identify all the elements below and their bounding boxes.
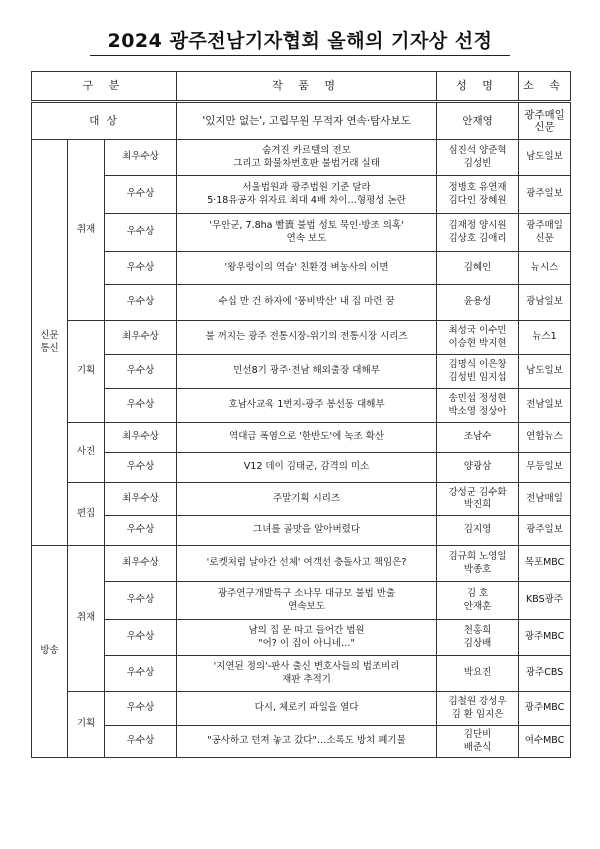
award-cell: 우수상: [105, 516, 177, 546]
work-line: 광주연구개발특구 소나무 대규모 불법 반출: [217, 588, 396, 599]
org-line: 연합뉴스: [526, 431, 563, 443]
org-line: 전남일보: [526, 399, 563, 411]
org-cell: [519, 516, 571, 546]
award-cell: 우수상: [105, 582, 177, 620]
award-cell: 최우수상: [105, 140, 177, 176]
org-cell: [519, 285, 571, 321]
name-line: 김명식 이은창: [448, 359, 507, 370]
work-line: 그녀를 골맛을 알아버렸다: [253, 524, 361, 536]
grand-prize-org: [519, 102, 571, 140]
work-line: 수십 만 건 하자에 '풍비박산' 내 집 마련 꿈: [218, 296, 395, 308]
work-line: 연속보도: [288, 600, 325, 612]
org-line: 광주일보: [526, 524, 563, 536]
table-row: [32, 726, 571, 758]
name-line: 박진희: [463, 499, 492, 510]
group-label: 기획: [68, 692, 105, 758]
name-cell: [437, 285, 519, 321]
work-cell: [177, 692, 437, 726]
org-line: 광주MBC: [524, 702, 565, 714]
name-line: 정병호 유연재: [448, 182, 507, 193]
org-cell: [519, 453, 571, 483]
award-cell: 우수상: [105, 620, 177, 656]
org-cell: [519, 252, 571, 285]
section-label: [32, 546, 68, 758]
grand-prize-name: 안재영: [437, 102, 519, 140]
name-line: 김다인 장혜원: [448, 194, 507, 206]
work-line: "어? 이 집이 아니네…": [258, 637, 355, 649]
name-cell: [437, 214, 519, 252]
work-line: '왕우렁이의 역습' 친환경 벼농사의 이면: [224, 261, 389, 273]
award-cell: 우수상: [105, 389, 177, 423]
name-line: 이승현 박지현: [448, 337, 507, 349]
name-cell: [437, 423, 519, 453]
name-line: 김상호 김애리: [448, 232, 507, 244]
name-line: 박소영 정상아: [448, 405, 507, 417]
group-label: 사진: [68, 423, 105, 483]
work-line: 역대급 폭염으로 '한반도'에 녹조 확산: [229, 431, 385, 443]
name-cell: [437, 726, 519, 758]
org-line: KBS광주: [526, 594, 564, 606]
name-line: 송민섭 정성현: [448, 393, 507, 404]
table-row: [32, 483, 571, 516]
name-line: 박요진: [463, 667, 492, 679]
work-line: '지연된 정의'-판사 출신 변호사들의 법조비리: [213, 661, 400, 672]
work-line: 연속 보도: [286, 232, 327, 244]
header-name: 성 명: [437, 72, 519, 102]
name-line: 김성빈 임지섭: [448, 371, 507, 383]
work-cell: [177, 140, 437, 176]
name-cell: [437, 389, 519, 423]
award-cell: 최우수상: [105, 483, 177, 516]
grand-prize-row: [32, 102, 571, 140]
work-cell: [177, 516, 437, 546]
name-cell: [437, 582, 519, 620]
work-cell: [177, 453, 437, 483]
table-row: [32, 252, 571, 285]
name-cell: [437, 252, 519, 285]
name-line: 김규희 노영일: [448, 551, 507, 562]
work-cell: [177, 252, 437, 285]
org-line: 남도일보: [526, 151, 563, 163]
name-cell: [437, 692, 519, 726]
table-row: [32, 453, 571, 483]
work-line: 주말기획 시리즈: [272, 492, 341, 504]
award-cell: 우수상: [105, 656, 177, 692]
name-cell: [437, 620, 519, 656]
award-cell: 우수상: [105, 355, 177, 389]
name-cell: [437, 546, 519, 582]
table-row: [32, 214, 571, 252]
table-row: [32, 620, 571, 656]
table-row: [32, 355, 571, 389]
org-line: 광주MBC: [524, 631, 565, 643]
work-cell: [177, 355, 437, 389]
work-cell: [177, 620, 437, 656]
name-line: 김 환 임지은: [451, 708, 504, 720]
org-cell: [519, 321, 571, 355]
work-line: '로켓처럼 날아간 선체' 여객선 충돌사고 책임은?: [206, 557, 407, 569]
work-line: 5·18유공자 위자료 최대 4배 차이…형평성 논란: [207, 194, 406, 206]
work-cell: [177, 176, 437, 214]
grand-prize-org-line: 신문: [534, 121, 555, 133]
section-label-line: 방송: [40, 645, 59, 657]
work-line: 그리고 화물차번호판 불법거래 실태: [233, 157, 380, 169]
group-label: 취재: [68, 546, 105, 692]
table-row: [32, 176, 571, 214]
award-cell: 우수상: [105, 726, 177, 758]
table-row: [32, 389, 571, 423]
work-cell: [177, 546, 437, 582]
org-line: 뉴시스: [530, 261, 559, 273]
group-label: 취재: [68, 140, 105, 321]
group-label: 편집: [68, 483, 105, 546]
award-cell: 우수상: [105, 692, 177, 726]
org-cell: [519, 620, 571, 656]
org-line: 무등일보: [526, 461, 563, 473]
name-line: 윤용성: [463, 296, 492, 308]
org-cell: [519, 355, 571, 389]
org-cell: [519, 582, 571, 620]
org-cell: [519, 546, 571, 582]
award-cell: 우수상: [105, 214, 177, 252]
header-work: 작 품 명: [177, 72, 437, 102]
section-label-line: 통신: [40, 342, 59, 354]
name-line: 천홍희: [463, 625, 492, 636]
name-line: 최성국 이수민: [448, 325, 507, 336]
name-line: 김혜인: [463, 261, 492, 273]
name-cell: [437, 355, 519, 389]
award-cell: 우수상: [105, 252, 177, 285]
org-cell: [519, 140, 571, 176]
org-cell: [519, 176, 571, 214]
award-cell: 우수상: [105, 453, 177, 483]
group-label: 기획: [68, 321, 105, 423]
org-line: 광주매일: [526, 220, 563, 231]
name-line: 김철원 강성우: [448, 696, 507, 707]
work-line: 호남사교육 1번지-광주 봉선동 대해부: [228, 399, 385, 411]
work-line: 다시, 체로키 파일을 열다: [254, 702, 359, 714]
table-row: [32, 692, 571, 726]
work-line: 재판 추적기: [282, 673, 331, 685]
name-cell: [437, 483, 519, 516]
name-line: 양광삼: [463, 461, 492, 473]
org-line: 신문: [535, 232, 554, 244]
name-line: 김지영: [463, 524, 492, 536]
work-line: V12 데이 김태군, 감격의 미소: [243, 461, 370, 473]
name-line: 김재정 양시원: [448, 220, 507, 231]
name-cell: [437, 516, 519, 546]
award-cell: 최우수상: [105, 423, 177, 453]
org-line: 광주일보: [526, 188, 563, 200]
org-line: 전남매일: [526, 492, 563, 504]
name-cell: [437, 453, 519, 483]
work-cell: [177, 726, 437, 758]
work-line: 민선8기 광주·전남 해외출장 대해부: [233, 365, 380, 377]
work-cell: [177, 389, 437, 423]
org-cell: [519, 214, 571, 252]
work-cell: [177, 483, 437, 516]
work-cell: [177, 214, 437, 252]
name-line: 김단비: [463, 729, 492, 740]
work-line: '무안군, 7.8ha 빨簀 불법 성토 묵인·방조 의혹': [209, 220, 404, 231]
org-cell: [519, 726, 571, 758]
work-cell: [177, 656, 437, 692]
document-title: 2024 광주전남기자협회 올해의 기자상 선정: [107, 30, 493, 52]
work-cell: [177, 285, 437, 321]
section-label-line: 신문: [40, 330, 59, 341]
grand-prize-label: 대 상: [32, 102, 177, 140]
awards-table: [31, 71, 571, 758]
work-line: "공사하고 던져 놓고 갔다"…소록도 방치 폐기물: [207, 735, 406, 747]
work-cell: [177, 423, 437, 453]
award-cell: 최우수상: [105, 546, 177, 582]
table-row: [32, 656, 571, 692]
work-cell: [177, 582, 437, 620]
award-cell: 우수상: [105, 285, 177, 321]
name-cell: [437, 176, 519, 214]
table-row: [32, 140, 571, 176]
name-line: 배준식: [463, 741, 492, 753]
org-cell: [519, 423, 571, 453]
name-line: 안재훈: [463, 600, 492, 612]
table-row: [32, 423, 571, 453]
header-row: [32, 72, 571, 102]
table-row: [32, 285, 571, 321]
name-line: 김상배: [463, 637, 492, 649]
name-line: 강성군 김수화: [448, 486, 507, 498]
org-cell: [519, 656, 571, 692]
section-label: [32, 140, 68, 546]
title-underline: [90, 55, 510, 56]
grand-prize-work: '있지만 없는', 고립무원 무적자 연속·탐사보도: [177, 102, 437, 140]
org-line: 여수MBC: [524, 735, 565, 747]
work-line: 서울법원과 광주법원 기준 달라: [242, 182, 371, 193]
award-cell: 최우수상: [105, 321, 177, 355]
header-category: 구 분: [32, 72, 177, 102]
org-line: 뉴스1: [532, 331, 557, 343]
table-row: [32, 321, 571, 355]
name-line: 김성빈: [463, 157, 492, 169]
org-cell: [519, 692, 571, 726]
award-cell: 우수상: [105, 176, 177, 214]
org-line: 광주CBS: [525, 667, 564, 679]
name-line: 김 호: [466, 588, 489, 599]
table-row: [32, 546, 571, 582]
name-cell: [437, 140, 519, 176]
header-org: 소 속: [519, 72, 571, 102]
work-line: 남의 집 문 따고 들어간 법원: [248, 625, 365, 636]
org-cell: [519, 389, 571, 423]
name-line: 심진석 양준혁: [448, 145, 507, 156]
table-row: [32, 582, 571, 620]
org-line: 남도일보: [526, 365, 563, 377]
org-cell: [519, 483, 571, 516]
work-cell: [177, 321, 437, 355]
work-line: 숨겨진 카르텔의 전모: [262, 145, 351, 156]
grand-prize-org-line: 광주매일: [524, 108, 565, 121]
name-line: 조남수: [463, 431, 492, 443]
name-cell: [437, 656, 519, 692]
org-line: 목포MBC: [524, 557, 565, 569]
org-line: 광남일보: [526, 296, 563, 308]
name-cell: [437, 321, 519, 355]
table-row: [32, 516, 571, 546]
work-line: 불 꺼지는 광주 전통시장-위기의 전통시장 시리즈: [205, 331, 408, 343]
name-line: 박종호: [463, 563, 492, 575]
